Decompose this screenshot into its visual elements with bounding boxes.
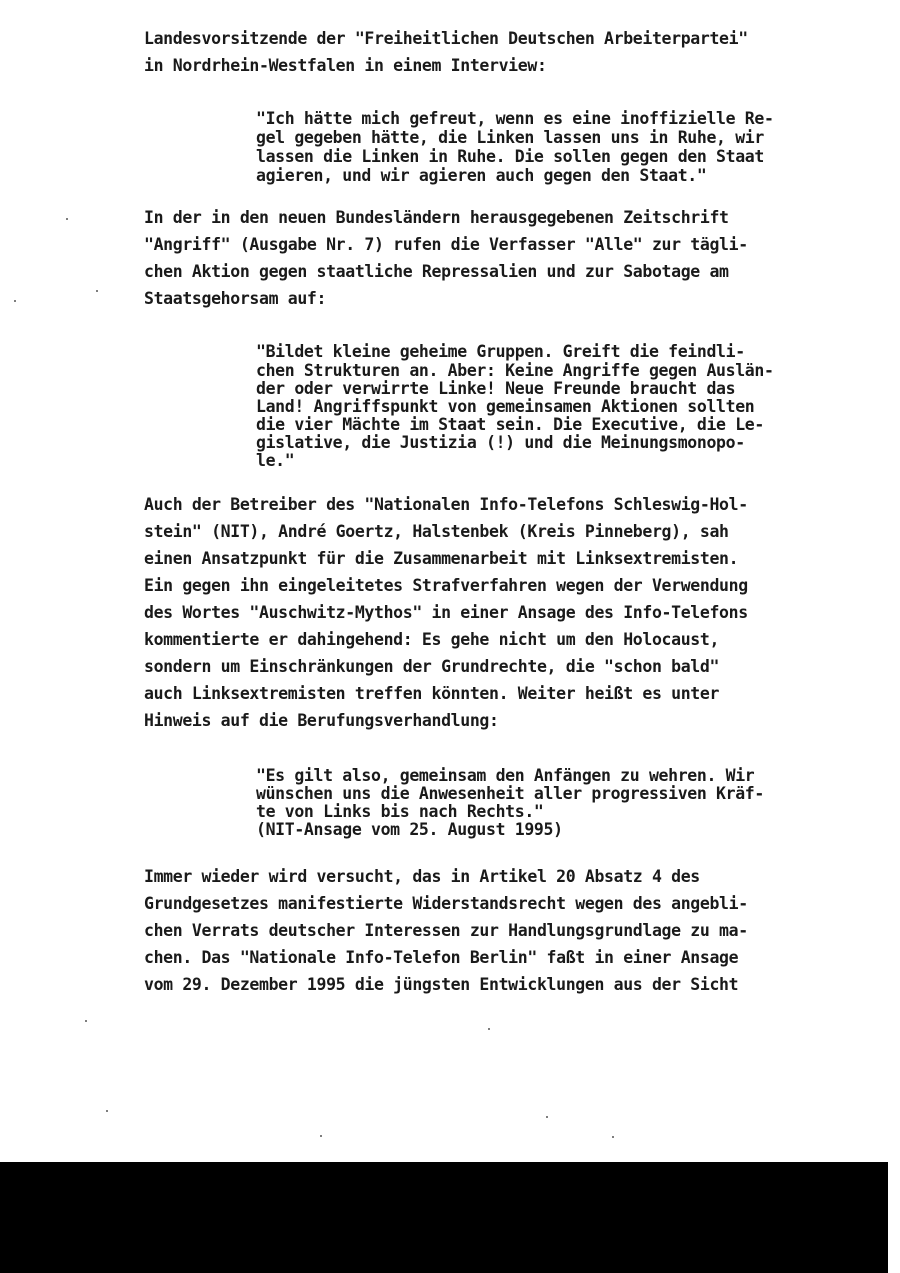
text-line: "Angriff" (Ausgabe Nr. 7) rufen die Verfasser "Alle" zur tägli- (144, 235, 748, 254)
quote-line: gel gegeben hätte, die Linken lassen uns in Ruhe, wir (256, 128, 764, 147)
scan-speck (488, 1028, 490, 1030)
text-line: kommentierte er dahingehend: Es gehe nicht um den Holocaust, (144, 630, 720, 649)
quote-line: der oder verwirrte Linke! Neue Freunde braucht das (256, 379, 736, 398)
scan-speck (14, 300, 16, 302)
quote-line: "Es gilt also, gemeinsam den Anfängen zu wehren. Wir (256, 766, 755, 785)
scan-speck (320, 1135, 322, 1137)
text-line: vom 29. Dezember 1995 die jüngsten Entwicklungen aus der Sicht (144, 975, 739, 994)
text-line: In der in den neuen Bundesländern herausgegebenen Zeitschrift (144, 208, 729, 227)
scan-speck (96, 290, 98, 292)
text-line: auch Linksextremisten treffen könnten. Weiter heißt es unter (144, 684, 720, 703)
text-line: Landesvorsitzende der "Freiheitlichen Deutschen Arbeiterpartei" (144, 29, 748, 48)
scan-speck (612, 1136, 614, 1138)
quote-source: (NIT-Ansage vom 25. August 1995) (256, 820, 563, 839)
text-line: einen Ansatzpunkt für die Zusammenarbeit mit Linksextremisten. (144, 549, 739, 568)
scan-speck (106, 1110, 108, 1112)
quote-line: Land! Angriffspunkt von gemeinsamen Aktionen sollten (256, 397, 755, 416)
quote-line: "Bildet kleine geheime Gruppen. Greift die feindli- (256, 342, 745, 361)
quote-line: agieren, und wir agieren auch gegen den Staat." (256, 166, 707, 185)
text-line: Grundgesetzes manifestierte Widerstandsrecht wegen des angebli- (144, 894, 748, 913)
scan-edge-bar (0, 1162, 888, 1273)
quote-line: "Ich hätte mich gefreut, wenn es eine inoffizielle Re- (256, 109, 774, 128)
quote-line: die vier Mächte im Staat sein. Die Executive, die Le- (256, 415, 764, 434)
text-line: chen Verrats deutscher Interessen zur Handlungsgrundlage zu ma- (144, 921, 748, 940)
text-line: des Wortes "Auschwitz-Mythos" in einer Ansage des Info-Telefons (144, 603, 748, 622)
scan-speck (66, 218, 68, 220)
text-line: Auch der Betreiber des "Nationalen Info-Telefons Schleswig-Hol- (144, 495, 748, 514)
text-line: Ein gegen ihn eingeleitetes Strafverfahren wegen der Verwendung (144, 576, 748, 595)
quote-line: gislative, die Justizia (!) und die Meinungsmonopo- (256, 433, 745, 452)
quote-line: le." (256, 451, 295, 470)
text-line: Staatsgehorsam auf: (144, 289, 327, 308)
quote-line: lassen die Linken in Ruhe. Die sollen gegen den Staat (256, 147, 764, 166)
text-line: sondern um Einschränkungen der Grundrechte, die "schon bald" (144, 657, 720, 676)
text-line: chen. Das "Nationale Info-Telefon Berlin" faßt in einer Ansage (144, 948, 739, 967)
scan-speck (546, 1116, 548, 1118)
quote-line: te von Links bis nach Rechts." (256, 802, 544, 821)
quote-line: wünschen uns die Anwesenheit aller progressiven Kräf- (256, 784, 764, 803)
text-line: Immer wieder wird versucht, das in Artikel 20 Absatz 4 des (144, 867, 700, 886)
text-line: in Nordrhein-Westfalen in einem Interview: (144, 56, 547, 75)
text-line: Hinweis auf die Berufungsverhandlung: (144, 711, 499, 730)
text-line: chen Aktion gegen staatliche Repressalien und zur Sabotage am (144, 262, 729, 281)
scan-speck (85, 1020, 87, 1022)
quote-line: chen Strukturen an. Aber: Keine Angriffe gegen Auslän- (256, 361, 774, 380)
text-line: stein" (NIT), André Goertz, Halstenbek (Kreis Pinneberg), sah (144, 522, 729, 541)
